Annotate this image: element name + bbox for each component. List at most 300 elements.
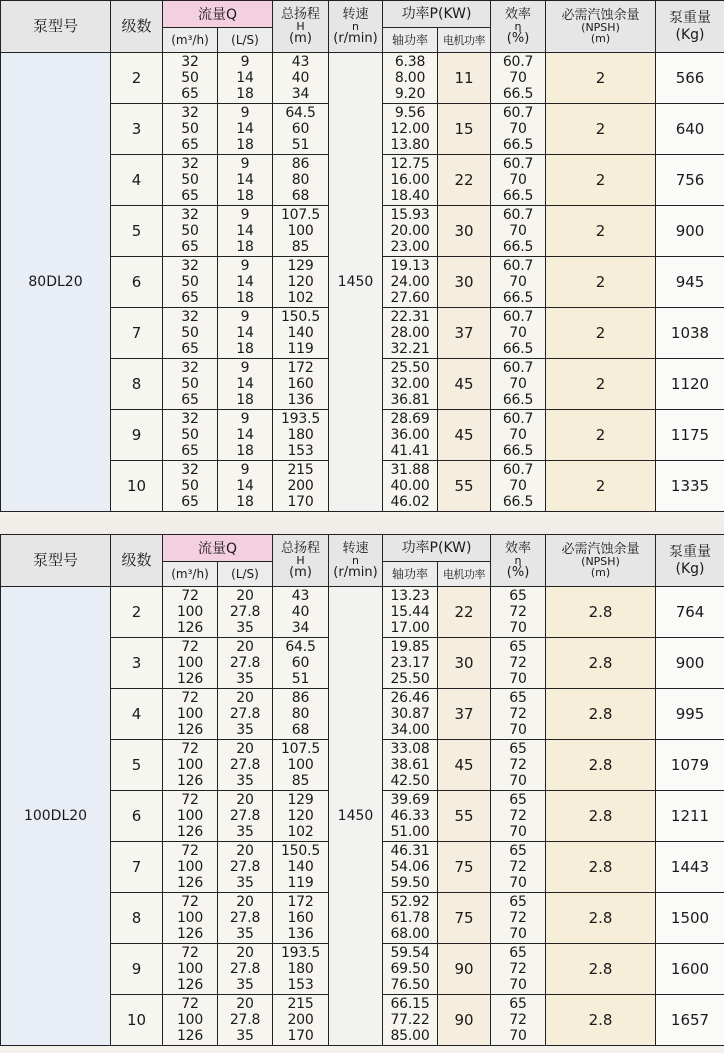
flow-m3h-value: 100 — [176, 706, 204, 722]
flow-m3h-value: 100 — [176, 859, 204, 875]
header-flow: 流量Q — [163, 535, 273, 562]
npsh: 2 — [546, 155, 656, 206]
flow-ls-value: 14 — [236, 121, 254, 137]
flow-m3h — [163, 995, 218, 1046]
pump-weight: 1175 — [656, 410, 724, 461]
head-value: 68 — [291, 188, 310, 204]
pump-weight: 945 — [656, 257, 724, 308]
flow-m3h-value: 65 — [181, 86, 199, 102]
flow-m3h-value: 32 — [181, 258, 199, 274]
head — [273, 461, 329, 512]
flow-m3h — [163, 944, 218, 995]
head-value: 86 — [291, 156, 310, 172]
header-weight — [656, 535, 724, 587]
flow-ls-value: 20 — [236, 894, 254, 910]
flow-m3h — [163, 206, 218, 257]
flow-ls-value: 9 — [240, 309, 250, 325]
header-head-symbol: H — [296, 20, 305, 33]
shaft-power — [383, 410, 438, 461]
head-value: 40 — [291, 604, 310, 620]
flow-m3h — [163, 740, 218, 791]
shaft-power-value: 19.85 — [390, 639, 430, 655]
shaft-power-value: 28.69 — [390, 411, 430, 427]
flow-ls-value: 20 — [236, 639, 254, 655]
flow-ls-value: 9 — [240, 360, 250, 376]
shaft-power-value: 54.06 — [390, 859, 430, 875]
head-value: 136 — [287, 392, 314, 408]
flow-m3h-value: 126 — [176, 977, 204, 993]
header-motor-power: 电机功率 — [438, 28, 491, 53]
flow-ls-value: 20 — [236, 690, 254, 706]
pump-table-100dl20 — [0, 534, 724, 1046]
efficiency-value: 66.5 — [502, 86, 534, 102]
flow-ls-value: 18 — [236, 341, 254, 357]
stage-count: 3 — [111, 104, 163, 155]
flow-ls-value: 27.8 — [229, 604, 261, 620]
flow-ls-value: 35 — [236, 875, 254, 891]
flow-m3h-value: 50 — [181, 325, 199, 341]
head-value: 60 — [291, 121, 310, 137]
efficiency-value: 70 — [509, 376, 527, 392]
flow-m3h-value: 72 — [181, 639, 199, 655]
head-value: 136 — [287, 926, 314, 942]
head-value: 150.5 — [280, 843, 321, 859]
shaft-power-value: 12.75 — [390, 156, 430, 172]
efficiency-value: 72 — [509, 808, 527, 824]
header-power: 功率P(KW) — [383, 535, 491, 562]
efficiency-value: 70 — [509, 223, 527, 239]
pump-table-80dl20 — [0, 0, 724, 512]
head-value: 140 — [287, 325, 314, 341]
shaft-power-value: 38.61 — [390, 757, 430, 773]
flow-ls-value: 20 — [236, 588, 254, 604]
head — [273, 944, 329, 995]
motor-power: 22 — [438, 587, 491, 638]
shaft-power — [383, 206, 438, 257]
shaft-power — [383, 308, 438, 359]
flow-ls-value: 9 — [240, 54, 250, 70]
flow-m3h-value: 50 — [181, 478, 199, 494]
header-flow-m3h: (m³/h) — [163, 562, 218, 587]
head-value: 43 — [291, 588, 310, 604]
shaft-power-value: 33.08 — [390, 741, 430, 757]
efficiency-value: 70 — [509, 773, 527, 789]
shaft-power-value: 41.41 — [390, 443, 430, 459]
header-head-label: 总扬程 — [280, 7, 320, 22]
shaft-power-value: 36.81 — [390, 392, 430, 408]
header-speed-symbol: n — [352, 20, 359, 33]
flow-ls-value: 18 — [236, 290, 254, 306]
shaft-power-value: 9.20 — [394, 86, 426, 102]
shaft-power-value: 24.00 — [390, 274, 430, 290]
shaft-power-value: 6.38 — [394, 54, 426, 70]
head-value: 180 — [287, 427, 314, 443]
shaft-power — [383, 842, 438, 893]
pump-weight: 1120 — [656, 359, 724, 410]
header-speed-label: 转速 — [342, 541, 369, 556]
flow-m3h-value: 126 — [176, 875, 204, 891]
flow-m3h-value: 50 — [181, 70, 199, 86]
efficiency-value: 70 — [509, 620, 527, 636]
shaft-power-value: 32.00 — [390, 376, 430, 392]
head-value: 102 — [287, 824, 314, 840]
motor-power: 55 — [438, 791, 491, 842]
head-value: 215 — [287, 462, 314, 478]
header-npsh — [546, 535, 656, 587]
efficiency-value: 72 — [509, 706, 527, 722]
flow-ls — [218, 155, 273, 206]
head — [273, 893, 329, 944]
flow-ls-value: 35 — [236, 824, 254, 840]
shaft-power-value: 23.17 — [390, 655, 430, 671]
efficiency — [491, 53, 546, 104]
pump-model: 80DL20 — [1, 53, 111, 512]
efficiency-value: 65 — [509, 792, 527, 808]
shaft-power — [383, 944, 438, 995]
header-efficiency-label: 效率 — [505, 7, 532, 22]
motor-power: 37 — [438, 689, 491, 740]
flow-ls — [218, 53, 273, 104]
efficiency-value: 60.7 — [502, 360, 534, 376]
efficiency-value: 65 — [509, 690, 527, 706]
stage-count: 8 — [111, 893, 163, 944]
pump-weight: 566 — [656, 53, 724, 104]
flow-m3h-value: 32 — [181, 411, 199, 427]
table-separator — [0, 517, 724, 534]
npsh: 2.8 — [546, 587, 656, 638]
flow-ls-value: 9 — [240, 258, 250, 274]
flow-ls — [218, 689, 273, 740]
shaft-power-value: 31.88 — [390, 462, 430, 478]
header-efficiency-symbol: η — [514, 554, 522, 567]
efficiency — [491, 842, 546, 893]
flow-ls-value: 27.8 — [229, 961, 261, 977]
efficiency-value: 65 — [509, 945, 527, 961]
head-value: 193.5 — [280, 411, 321, 427]
header-head — [273, 1, 329, 53]
header-weight-label: 泵重量 — [669, 543, 712, 560]
efficiency-value: 70 — [509, 824, 527, 840]
flow-m3h-value: 72 — [181, 945, 199, 961]
efficiency-value: 65 — [509, 894, 527, 910]
efficiency — [491, 638, 546, 689]
efficiency-value: 60.7 — [502, 462, 534, 478]
head-value: 200 — [287, 478, 314, 494]
flow-m3h-value: 100 — [176, 910, 204, 926]
efficiency-value: 70 — [509, 274, 527, 290]
efficiency-value: 70 — [509, 172, 527, 188]
npsh: 2 — [546, 410, 656, 461]
head — [273, 740, 329, 791]
shaft-power-value: 77.22 — [390, 1012, 430, 1028]
stage-count: 9 — [111, 410, 163, 461]
motor-power: 55 — [438, 461, 491, 512]
header-weight — [656, 1, 724, 53]
flow-ls-value: 27.8 — [229, 859, 261, 875]
efficiency-value: 65 — [509, 996, 527, 1012]
flow-ls-value: 27.8 — [229, 808, 261, 824]
efficiency-value: 70 — [509, 926, 527, 942]
head — [273, 359, 329, 410]
npsh: 2.8 — [546, 740, 656, 791]
efficiency — [491, 104, 546, 155]
header-weight-unit: (Kg) — [675, 26, 705, 43]
efficiency-value: 60.7 — [502, 54, 534, 70]
head-value: 40 — [291, 70, 310, 86]
flow-ls-value: 27.8 — [229, 655, 261, 671]
efficiency-value: 65 — [509, 741, 527, 757]
npsh: 2.8 — [546, 689, 656, 740]
flow-m3h-value: 126 — [176, 722, 204, 738]
flow-ls — [218, 995, 273, 1046]
shaft-power-value: 27.60 — [390, 290, 430, 306]
head — [273, 842, 329, 893]
flow-m3h-value: 32 — [181, 309, 199, 325]
efficiency-value: 70 — [509, 722, 527, 738]
shaft-power-value: 28.00 — [390, 325, 430, 341]
head-value: 86 — [291, 690, 310, 706]
head-value: 150.5 — [280, 309, 321, 325]
npsh: 2 — [546, 104, 656, 155]
shaft-power-value: 32.21 — [390, 341, 430, 357]
flow-m3h-value: 100 — [176, 757, 204, 773]
npsh: 2 — [546, 461, 656, 512]
efficiency-value: 60.7 — [502, 207, 534, 223]
head — [273, 410, 329, 461]
shaft-power-value: 69.50 — [390, 961, 430, 977]
efficiency-value: 70 — [509, 70, 527, 86]
efficiency-value: 60.7 — [502, 411, 534, 427]
npsh: 2.8 — [546, 638, 656, 689]
motor-power: 45 — [438, 359, 491, 410]
head — [273, 638, 329, 689]
head-value: 85 — [291, 773, 310, 789]
head-value: 153 — [287, 443, 314, 459]
flow-ls-value: 18 — [236, 86, 254, 102]
head-value: 129 — [287, 258, 314, 274]
shaft-power-value: 46.02 — [390, 494, 430, 510]
efficiency-value: 65 — [509, 639, 527, 655]
flow-m3h-value: 65 — [181, 494, 199, 510]
shaft-power-value: 16.00 — [390, 172, 430, 188]
flow-m3h-value: 65 — [181, 341, 199, 357]
table-row — [1, 587, 724, 638]
efficiency-value: 70 — [509, 325, 527, 341]
head — [273, 587, 329, 638]
header-flow-ls: (L/S) — [218, 28, 273, 53]
header-shaft-power: 轴功率 — [383, 562, 438, 587]
shaft-power — [383, 53, 438, 104]
efficiency — [491, 308, 546, 359]
efficiency-value: 66.5 — [502, 341, 534, 357]
stage-count: 10 — [111, 995, 163, 1046]
head-value: 140 — [287, 859, 314, 875]
flow-ls-value: 14 — [236, 223, 254, 239]
shaft-power-value: 85.00 — [390, 1028, 430, 1044]
flow-m3h-value: 72 — [181, 843, 199, 859]
flow-m3h — [163, 410, 218, 461]
flow-m3h-value: 50 — [181, 172, 199, 188]
flow-ls-value: 9 — [240, 105, 250, 121]
head-value: 100 — [287, 757, 314, 773]
flow-ls-value: 27.8 — [229, 1012, 261, 1028]
head-value: 200 — [287, 1012, 314, 1028]
efficiency-value: 70 — [509, 977, 527, 993]
flow-ls-value: 20 — [236, 741, 254, 757]
head-value: 129 — [287, 792, 314, 808]
header-speed — [329, 535, 383, 587]
shaft-power — [383, 791, 438, 842]
motor-power: 37 — [438, 308, 491, 359]
flow-ls-value: 14 — [236, 70, 254, 86]
shaft-power — [383, 740, 438, 791]
flow-ls-value: 20 — [236, 945, 254, 961]
flow-m3h — [163, 359, 218, 410]
flow-m3h-value: 72 — [181, 792, 199, 808]
motor-power: 75 — [438, 842, 491, 893]
efficiency — [491, 944, 546, 995]
head-value: 170 — [287, 1028, 314, 1044]
shaft-power-value: 51.00 — [390, 824, 430, 840]
header-npsh-symbol: (NPSH) — [581, 21, 620, 34]
motor-power: 22 — [438, 155, 491, 206]
flow-m3h-value: 50 — [181, 121, 199, 137]
pump-weight: 1335 — [656, 461, 724, 512]
head-value: 153 — [287, 977, 314, 993]
flow-ls — [218, 104, 273, 155]
motor-power: 11 — [438, 53, 491, 104]
shaft-power — [383, 995, 438, 1046]
head — [273, 308, 329, 359]
flow-m3h-value: 32 — [181, 105, 199, 121]
shaft-power-value: 30.87 — [390, 706, 430, 722]
efficiency — [491, 587, 546, 638]
motor-power: 45 — [438, 740, 491, 791]
flow-ls-value: 27.8 — [229, 910, 261, 926]
flow-m3h-value: 126 — [176, 926, 204, 942]
spec-table — [0, 0, 724, 512]
table-row — [1, 53, 724, 104]
flow-ls-value: 35 — [236, 722, 254, 738]
flow-m3h-value: 50 — [181, 427, 199, 443]
pump-weight: 900 — [656, 638, 724, 689]
efficiency-value: 65 — [509, 843, 527, 859]
efficiency-value: 70 — [509, 478, 527, 494]
flow-m3h — [163, 587, 218, 638]
flow-ls — [218, 587, 273, 638]
efficiency-value: 70 — [509, 671, 527, 687]
shaft-power — [383, 461, 438, 512]
efficiency — [491, 995, 546, 1046]
head — [273, 155, 329, 206]
pump-weight: 1079 — [656, 740, 724, 791]
flow-m3h-value: 100 — [176, 1012, 204, 1028]
flow-m3h — [163, 893, 218, 944]
header-efficiency — [491, 535, 546, 587]
head-value: 119 — [287, 341, 314, 357]
flow-m3h — [163, 53, 218, 104]
motor-power: 15 — [438, 104, 491, 155]
stage-count: 7 — [111, 842, 163, 893]
shaft-power — [383, 257, 438, 308]
flow-m3h-value: 32 — [181, 54, 199, 70]
efficiency-value: 70 — [509, 121, 527, 137]
shaft-power — [383, 689, 438, 740]
shaft-power-value: 15.93 — [390, 207, 430, 223]
shaft-power-value: 66.15 — [390, 996, 430, 1012]
head — [273, 791, 329, 842]
header-npsh — [546, 1, 656, 53]
head-value: 215 — [287, 996, 314, 1012]
header-weight-label: 泵重量 — [669, 9, 712, 26]
flow-ls-value: 18 — [236, 188, 254, 204]
shaft-power-value: 18.40 — [390, 188, 430, 204]
header-head-symbol: H — [296, 554, 305, 567]
efficiency-value: 70 — [509, 1028, 527, 1044]
shaft-power-value: 59.50 — [390, 875, 430, 891]
head-value: 34 — [291, 86, 310, 102]
efficiency — [491, 257, 546, 308]
shaft-power-value: 76.50 — [390, 977, 430, 993]
flow-ls-value: 14 — [236, 325, 254, 341]
head-value: 120 — [287, 274, 314, 290]
flow-m3h — [163, 257, 218, 308]
efficiency — [491, 740, 546, 791]
header-motor-power: 电机功率 — [438, 562, 491, 587]
flow-ls-value: 18 — [236, 494, 254, 510]
stage-count: 10 — [111, 461, 163, 512]
motor-power: 30 — [438, 638, 491, 689]
shaft-power-value: 68.00 — [390, 926, 430, 942]
flow-m3h-value: 100 — [176, 604, 204, 620]
head-value: 68 — [291, 722, 310, 738]
motor-power: 75 — [438, 893, 491, 944]
shaft-power-value: 42.50 — [390, 773, 430, 789]
npsh: 2.8 — [546, 893, 656, 944]
efficiency-value: 72 — [509, 859, 527, 875]
header-efficiency-unit: (%) — [506, 565, 530, 580]
efficiency-value: 66.5 — [502, 392, 534, 408]
stage-count: 2 — [111, 587, 163, 638]
efficiency-value: 60.7 — [502, 309, 534, 325]
head-value: 80 — [291, 706, 310, 722]
head-value: 51 — [291, 671, 310, 687]
header-npsh-unit: (m) — [590, 32, 611, 45]
flow-m3h-value: 100 — [176, 655, 204, 671]
flow-m3h — [163, 842, 218, 893]
efficiency-value: 60.7 — [502, 105, 534, 121]
stage-count: 8 — [111, 359, 163, 410]
shaft-power-value: 20.00 — [390, 223, 430, 239]
head — [273, 206, 329, 257]
header-stages: 级数 — [111, 1, 163, 53]
flow-ls-value: 14 — [236, 376, 254, 392]
pump-weight: 1443 — [656, 842, 724, 893]
npsh: 2 — [546, 206, 656, 257]
header-stages: 级数 — [111, 535, 163, 587]
header-npsh-label: 必需汽蚀余量 — [561, 8, 640, 23]
shaft-power-value: 59.54 — [390, 945, 430, 961]
motor-power: 45 — [438, 410, 491, 461]
head-value: 119 — [287, 875, 314, 891]
shaft-power-value: 46.31 — [390, 843, 430, 859]
efficiency-value: 70 — [509, 875, 527, 891]
flow-m3h-value: 50 — [181, 274, 199, 290]
shaft-power-value: 34.00 — [390, 722, 430, 738]
pump-weight: 764 — [656, 587, 724, 638]
pump-weight: 756 — [656, 155, 724, 206]
motor-power: 90 — [438, 995, 491, 1046]
